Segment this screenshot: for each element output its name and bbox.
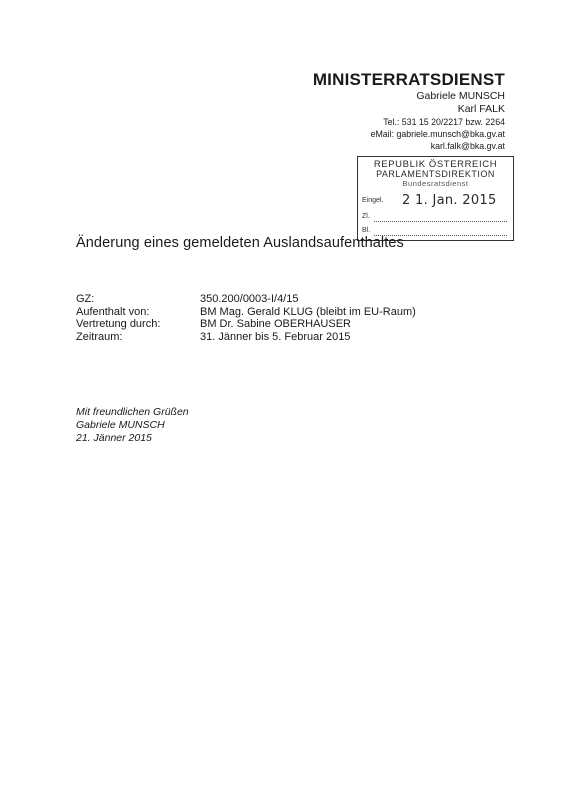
stamp-zl-label: Zl. xyxy=(362,213,370,220)
closing-greeting: Mit freundlichen Grüßen xyxy=(76,406,189,418)
detail-value: BM Mag. Gerald KLUG (bleibt im EU-Raum) xyxy=(200,305,416,318)
detail-row-zeitraum xyxy=(76,331,496,344)
stamp-date: 2 1. Jan. 2015 xyxy=(402,193,497,208)
subject-heading: Änderung eines gemeldeten Auslandsaufenthaltes xyxy=(76,235,404,251)
stamp-line-1: REPUBLIK ÖSTERREICH xyxy=(373,159,498,170)
detail-row-vertretung xyxy=(76,318,496,331)
stamp-eingel-label: Eingel. xyxy=(362,197,384,204)
stamp-bl-label: Bl. xyxy=(362,227,371,234)
letterhead xyxy=(313,70,505,152)
detail-label: Vertretung durch: xyxy=(76,318,161,330)
stamp-line-2: PARLAMENTSDIREKTION xyxy=(376,169,495,179)
contact-name-1: Gabriele MUNSCH xyxy=(416,90,505,102)
detail-value: 350.200/0003-I/4/15 xyxy=(200,293,299,305)
detail-label: Aufenthalt von: xyxy=(76,305,150,318)
detail-row-aufenthalt xyxy=(76,306,496,319)
contact-phone: Tel.: 531 15 20/2217 bzw. 2264 xyxy=(383,117,505,127)
receipt-stamp xyxy=(357,156,514,241)
department-title: MINISTERRATSDIENST xyxy=(312,70,505,89)
detail-label: Zeitraum: xyxy=(76,330,123,343)
detail-label: GZ: xyxy=(76,293,95,305)
contact-email-1: eMail: gabriele.munsch@bka.gv.at xyxy=(370,129,505,139)
closing-date: 21. Jänner 2015 xyxy=(76,432,152,444)
detail-row-gz xyxy=(76,293,496,306)
closing-signature-name: Gabriele MUNSCH xyxy=(76,419,165,431)
closing-block xyxy=(76,406,189,445)
details-block xyxy=(76,293,496,343)
detail-value: 31. Jänner bis 5. Februar 2015 xyxy=(200,330,351,343)
detail-value: BM Dr. Sabine OBERHAUSER xyxy=(200,318,351,330)
stamp-zl-line xyxy=(374,221,507,222)
contact-name-2: Karl FALK xyxy=(457,103,505,115)
stamp-line-3: Bundesratsdienst xyxy=(402,179,469,188)
contact-email-2: karl.falk@bka.gv.at xyxy=(430,141,505,151)
